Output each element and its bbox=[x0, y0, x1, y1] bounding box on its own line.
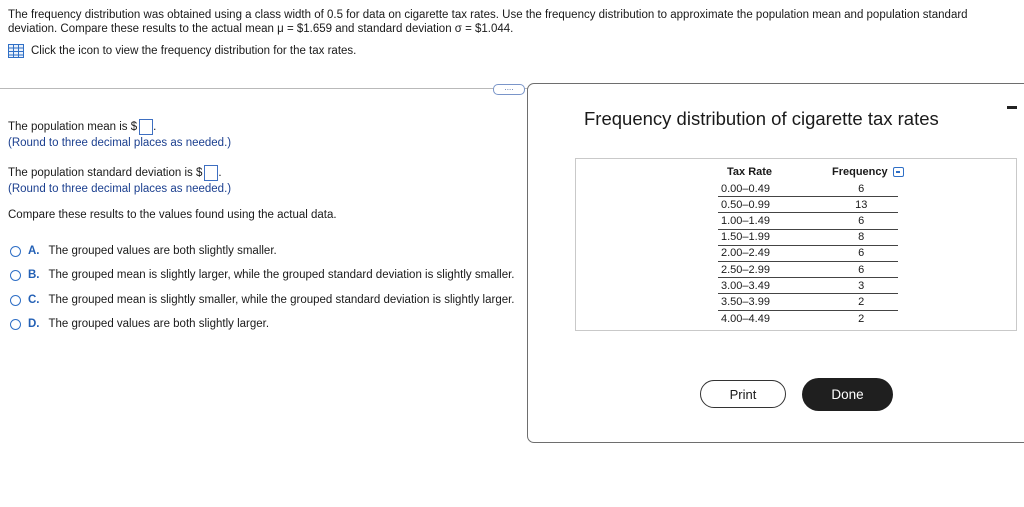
done-button[interactable]: Done bbox=[802, 378, 893, 411]
choice-a[interactable] bbox=[10, 245, 277, 257]
choice-a-letter: A. bbox=[28, 245, 40, 257]
tax-rate-cell: 3.00–3.49 bbox=[721, 279, 770, 292]
radio-c[interactable] bbox=[10, 295, 21, 306]
tax-rate-cell: 2.00–2.49 bbox=[721, 247, 770, 260]
frequency-cell: 2 bbox=[858, 312, 865, 325]
column-header-frequency bbox=[832, 166, 904, 178]
problem-statement bbox=[8, 8, 1008, 36]
tax-rate-cell: 2.50–2.99 bbox=[721, 263, 770, 276]
choice-d[interactable] bbox=[10, 318, 269, 330]
table-row bbox=[718, 246, 898, 262]
table-row bbox=[718, 311, 898, 327]
sd-hint: (Round to three decimal places as needed.) bbox=[8, 183, 232, 195]
choice-d-text[interactable]: The grouped values are both slightly larger. bbox=[48, 318, 270, 330]
column-header-tax-rate: Tax Rate bbox=[727, 166, 773, 178]
sd-answer-input[interactable] bbox=[204, 165, 218, 181]
frequency-cell: 3 bbox=[858, 279, 865, 292]
mean-answer-input[interactable] bbox=[139, 119, 153, 135]
frequency-cell: 6 bbox=[858, 247, 865, 260]
table-row bbox=[718, 181, 898, 197]
view-link-text[interactable]: Click the icon to view the frequency distribution for the tax rates. bbox=[31, 45, 357, 57]
sd-prompt: The population standard deviation is $ bbox=[8, 167, 203, 180]
table-grid-icon[interactable] bbox=[8, 44, 24, 58]
table-row bbox=[718, 230, 898, 246]
tax-rate-cell: 1.50–1.99 bbox=[721, 231, 770, 244]
compare-prompt: Compare these results to the values found using the actual data. bbox=[8, 209, 337, 221]
choice-b[interactable] bbox=[10, 269, 515, 281]
choice-d-letter: D. bbox=[28, 318, 40, 330]
copy-table-icon[interactable] bbox=[893, 167, 904, 177]
frequency-distribution-dialog bbox=[527, 83, 1024, 443]
table-row bbox=[718, 262, 898, 278]
more-button[interactable]: .... bbox=[493, 84, 525, 95]
frequency-cell: 2 bbox=[858, 295, 865, 308]
print-button[interactable]: Print bbox=[700, 380, 786, 408]
frequency-table bbox=[718, 181, 898, 327]
radio-d[interactable] bbox=[10, 319, 21, 330]
tax-rate-cell: 3.50–3.99 bbox=[721, 295, 770, 308]
frequency-cell: 6 bbox=[858, 182, 865, 195]
frequency-cell: 8 bbox=[858, 231, 865, 244]
sd-question: The population standard deviation is $ . bbox=[8, 165, 222, 181]
minimize-icon[interactable] bbox=[1007, 106, 1017, 109]
table-row bbox=[718, 294, 898, 310]
tax-rate-cell: 1.00–1.49 bbox=[721, 214, 770, 227]
frequency-header-label: Frequency bbox=[832, 166, 888, 178]
problem-line-1: The frequency distribution was obtained using a class width of 0.5 for data on cigarette tax rates. Use the frequency distribution to approximate the population mean and population standard bbox=[8, 9, 968, 21]
mean-question: The population mean is $ . bbox=[8, 119, 156, 135]
table-row bbox=[718, 213, 898, 229]
choice-c-text[interactable]: The grouped mean is slightly smaller, while the grouped standard deviation is slightly larger. bbox=[48, 294, 515, 306]
tax-rate-cell: 4.00–4.49 bbox=[721, 312, 770, 325]
choice-c-letter: C. bbox=[28, 294, 40, 306]
frequency-cell: 6 bbox=[858, 214, 865, 227]
radio-b[interactable] bbox=[10, 270, 21, 281]
mean-prompt: The population mean is $ bbox=[8, 121, 138, 134]
section-divider bbox=[0, 88, 532, 89]
view-distribution-link[interactable] bbox=[8, 44, 356, 58]
choice-b-letter: B. bbox=[28, 269, 40, 281]
table-row bbox=[718, 197, 898, 213]
frequency-cell: 13 bbox=[855, 198, 868, 211]
frequency-cell: 6 bbox=[858, 263, 865, 276]
choice-c[interactable] bbox=[10, 294, 515, 306]
table-row bbox=[718, 278, 898, 294]
tax-rate-cell: 0.50–0.99 bbox=[721, 198, 770, 211]
mean-hint: (Round to three decimal places as needed.) bbox=[8, 137, 232, 149]
problem-line-2: deviation. Compare these results to the actual mean μ = $1.659 and standard deviation σ = $1.044. bbox=[8, 23, 514, 35]
radio-a[interactable] bbox=[10, 246, 21, 257]
tax-rate-cell: 0.00–0.49 bbox=[721, 182, 770, 195]
choice-b-text[interactable]: The grouped mean is slightly larger, while the grouped standard deviation is slightly smaller. bbox=[48, 269, 515, 281]
choice-a-text[interactable]: The grouped values are both slightly smaller. bbox=[48, 245, 277, 257]
dialog-title: Frequency distribution of cigarette tax rates bbox=[584, 108, 939, 129]
